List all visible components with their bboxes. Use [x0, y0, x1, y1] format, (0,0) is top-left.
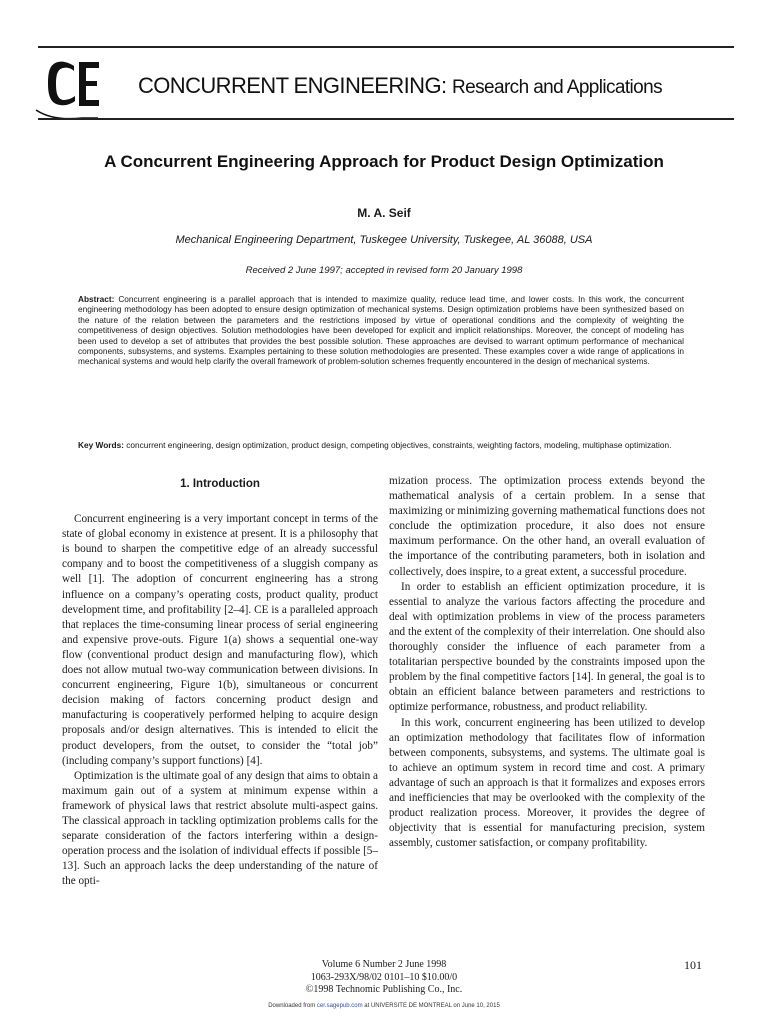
journal-name — [138, 73, 662, 99]
footer-publication-info — [0, 959, 768, 997]
header-rule-top — [38, 46, 734, 48]
body-column-right — [389, 474, 705, 851]
journal-name-main: CONCURRENT ENGINEERING: — [138, 73, 447, 98]
body-column-left — [62, 477, 378, 889]
keywords-text: concurrent engineering, design optimization, product design, competing objectives, constraints, weighting factors, modeling, multiphase optimization. — [126, 440, 672, 450]
download-suffix: at UNIVERSITE DE MONTREAL on June 10, 2015 — [364, 1003, 500, 1009]
journal-name-subtitle: Research and Applications — [452, 77, 662, 98]
footer-copyright: ©1998 Technomic Publishing Co., Inc. — [305, 984, 463, 995]
author-affiliation: Mechanical Engineering Department, Tuskegee University, Tuskegee, AL 36088, USA — [175, 234, 593, 246]
received-date: Received 2 June 1997; accepted in revised form 20 January 1998 — [245, 265, 523, 276]
download-prefix: Downloaded from — [268, 1003, 316, 1009]
section-heading-introduction: 1. Introduction — [180, 478, 260, 490]
author-name: M. A. Seif — [357, 206, 411, 220]
download-link[interactable]: cer.sagepub.com — [316, 1003, 363, 1009]
abstract-label: Abstract: — [78, 294, 115, 304]
footer-volume: Volume 6 Number 2 June 1998 — [321, 959, 447, 970]
download-note — [0, 1003, 768, 1009]
footer-issn: 1063-293X/98/02 0101–10 $10.00/0 — [310, 971, 458, 983]
paragraph: Concurrent engineering is a very important concept in terms of the state of global economy in existence at present. It is a philosophy that is bound to sharpen the competitive edge of an already successful company and to boost the competitiveness of a sluggish company as well [1]. The adoption of concurrent engineering has a strong influence on a company’s operating costs, product quality, product development time, and profitability [2–4]. CE is a paralleled approach that replaces the time-consuming linear process of serial engineering and expensive prove-outs. Figure 1(a) shows a sequential one-way flow (conventional product design and manufacturing flow), which does not allow mutual two-way communication between divisions. In concurrent engineering, Figure 1(b), simultaneous or concurrent decision making of factors concerning product design and manufacturing is cooperatively performed helping to acquire design proposals and/or design alternatives. This is intended to elicit the product developers, from the outset, to consider the “total job” (including company’s support functions) [4]. — [62, 513, 378, 767]
keywords — [78, 440, 684, 450]
article-title: A Concurrent Engineering Approach for Product Design Optimization — [104, 152, 664, 171]
abstract-text: Concurrent engineering is a parallel approach that is intended to maximize quality, reduce lead time, and lower costs. In this work, the concurrent engineering methodology has been adopted to ensure design optimization of mechanical systems. Design optimization problems have been synthesized based on the nature of the relation between the parameters and the restrictions imposed by virtue of operational conditions and the complexity of weighting the competitiveness of design objectives. Solution methodologies have been developed for explicit and implicit relationships. Moreover, the concept of modeling has been used to develop a set of attributes that provides the best possible solution. These approaches are devised to warrant optimum performance of mechanical components, subsystems, and systems. Examples pertaining to these solution methodologies are presented. These examples cover a wide range of applications in mechanical systems and would help clarify the overall framework of problem-solution schemes frequently encountered in the design of mechanical systems. — [78, 294, 684, 367]
header-rule-bottom — [38, 118, 734, 120]
paragraph: In order to establish an efficient optimization procedure, it is essential to analyze the various factors affecting the procedure and deal with optimization problems in view of the process parameters and the extent of the complexity of their interrelation. One should also thoroughly consider the influence of each parameter from a totalitarian perspective bounded by the constraints imposed upon the problem by the final competitive factors [14]. In general, the goal is to obtain an efficient balance between parameters and restrictions to optimize performance, robustness, and product reliability. — [389, 580, 705, 714]
journal-header — [34, 44, 734, 126]
paragraph: In this work, concurrent engineering has been utilized to develop an optimization methodology that facilitates flow of information between components, subsystems, and systems. The ultimate goal is to achieve an optimum system in record time and cost. A primary advantage of such an approach is that it formalizes and exposes errors and inefficiencies that may be overlooked with the complexity of the product realization process. Moreover, it provides the degree of objectivity that is essential for manufacturing precision, system assembly, customer satisfaction, or company profitability. — [389, 716, 705, 850]
paragraph: mization process. The optimization process extends beyond the mathematical analysis of a certain problem. In a sense that maximizing or minimizing governing mathematical functions does not conclude the optimization procedure, it also does not ensure maximum performance. On the other hand, an overall evaluation of the importance of the contributing parameters, both in isolation and collectively, does inspire, to a great extent, a successful procedure. — [389, 475, 705, 578]
ce-logo — [34, 44, 134, 126]
page-number: 101 — [684, 958, 702, 972]
abstract — [78, 294, 684, 367]
keywords-label: Key Words: — [78, 440, 124, 450]
paragraph: Optimization is the ultimate goal of any design that aims to obtain a maximum gain out of a system at minimum expense within a framework of physical laws that restrict absolute multi-aspect gains. The classical approach in tackling optimization problems calls for the separate consideration of the factors interfering within a design-operation process and the isolation of individual effects if possible [5–13]. Such an approach lacks the deep understanding of the nature of the opti- — [62, 769, 378, 888]
